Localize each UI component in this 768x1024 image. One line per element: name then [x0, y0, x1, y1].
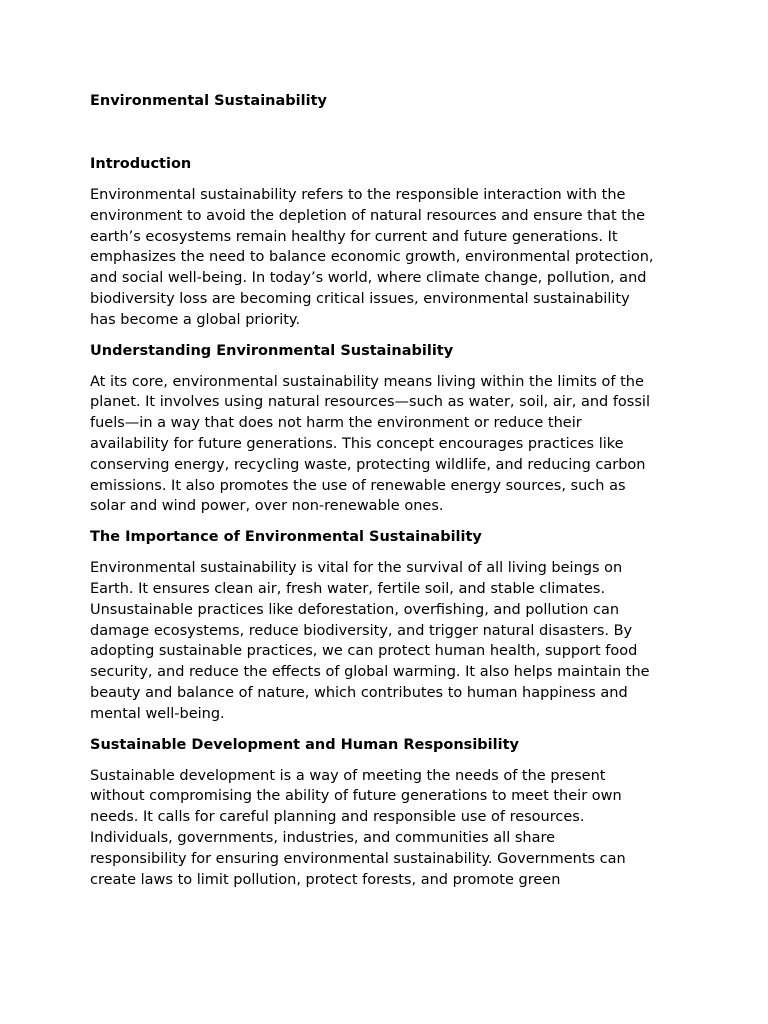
paragraph-sustainable-development [90, 766, 690, 891]
paragraph-line: emissions. It also promotes the use of renewable energy sources, such as [90, 477, 626, 494]
paragraph-introduction [90, 185, 690, 331]
paragraph-line: availability for future generations. This concept encourages practices like [90, 435, 624, 452]
paragraph-line: adopting sustainable practices, we can protect human health, support food [90, 643, 638, 660]
paragraph-line: conserving energy, recycling waste, protecting wildlife, and reducing carbon [90, 456, 646, 473]
paragraph-line: and social well-being. In today’s world, where climate change, pollution, and [90, 270, 647, 287]
section-heading-sustainable-development: Sustainable Development and Human Responsibility [90, 736, 519, 753]
paragraph-line: environment to avoid the depletion of natural resources and ensure that the [90, 207, 646, 224]
paragraph-line: earth’s ecosystems remain healthy for current and future generations. It [90, 228, 618, 245]
paragraph-line: damage ecosystems, reduce biodiversity, and trigger natural disasters. By [90, 622, 633, 639]
paragraph-line: emphasizes the need to balance economic growth, environmental protection, [90, 249, 654, 266]
paragraph-line: has become a global priority. [90, 311, 301, 328]
paragraph-line: planet. It involves using natural resources—such as water, soil, air, and fossil [90, 394, 650, 411]
paragraph-line: create laws to limit pollution, protect forests, and promote green [90, 871, 561, 888]
section-heading-introduction: Introduction [90, 156, 192, 172]
paragraph-importance [90, 558, 690, 724]
paragraph-line: mental well-being. [90, 705, 225, 722]
paragraph-line: solar and wind power, over non-renewable ones. [90, 498, 444, 515]
paragraph-line: At its core, environmental sustainability means living within the limits of the [90, 373, 644, 390]
paragraph-line: responsibility for ensuring environmental sustainability. Governments can [90, 850, 626, 867]
paragraph-line: Unsustainable practices like deforestation, overfishing, and pollution can [90, 601, 620, 618]
paragraph-line: biodiversity loss are becoming critical issues, environmental sustainability [90, 290, 630, 307]
paragraph-line: needs. It calls for careful planning and responsible use of resources. [90, 809, 585, 826]
section-heading-importance: The Importance of Environmental Sustainability [90, 529, 482, 546]
document-page [90, 91, 690, 900]
paragraph-line: without compromising the ability of future generations to meet their own [90, 788, 622, 805]
section-heading-understanding: Understanding Environmental Sustainability [90, 342, 454, 359]
paragraph-line: Earth. It ensures clean air, fresh water, fertile soil, and stable climates. [90, 580, 606, 597]
paragraph-line: fuels—in a way that does not harm the environment or reduce their [90, 415, 582, 432]
paragraph-line: beauty and balance of nature, which contributes to human happiness and [90, 684, 628, 701]
document-title: Environmental Sustainability [90, 93, 327, 109]
paragraph-line: security, and reduce the effects of global warming. It also helps maintain the [90, 664, 650, 681]
paragraph-line: Environmental sustainability is vital for the survival of all living beings on [90, 560, 623, 577]
paragraph-line: Environmental sustainability refers to the responsible interaction with the [90, 187, 626, 203]
paragraph-understanding [90, 372, 690, 518]
paragraph-line: Individuals, governments, industries, and communities all share [90, 829, 556, 846]
paragraph-line: Sustainable development is a way of meeting the needs of the present [90, 767, 606, 784]
